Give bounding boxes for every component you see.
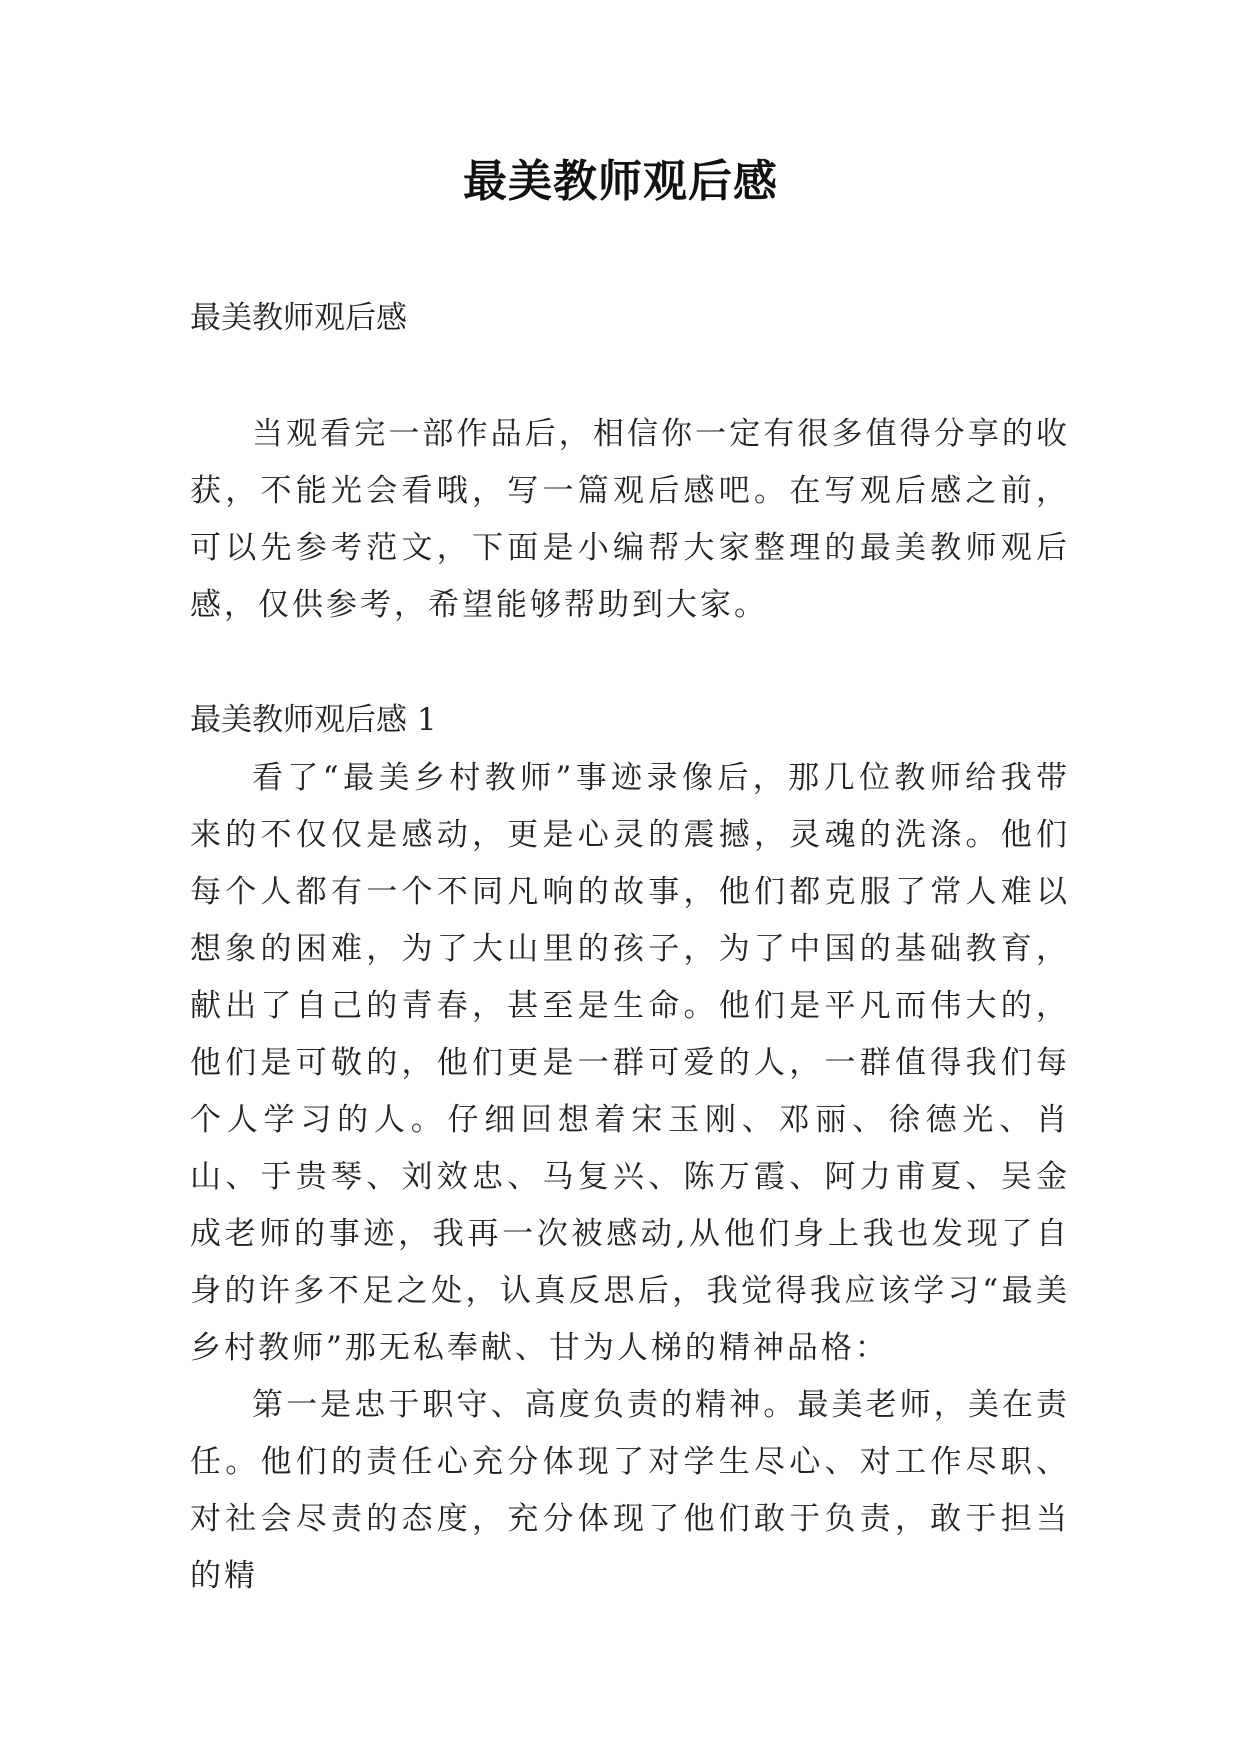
intro-paragraph: 当观看完一部作品后，相信你一定有很多值得分享的收获，不能光会看哦，写一篇观后感吧。在写观后感之前，可以先参考范文，下面是小编帮大家整理的最美教师观后感，仅供参考，希望能够帮助到大家。 bbox=[190, 416, 1070, 623]
body-paragraph: 看了“最美乡村教师”事迹录像后，那几位教师给我带来的不仅仅是感动，更是心灵的震撼，灵魂的洗涤。他们每个人都有一个不同凡响的故事，他们都克服了常人难以想象的困难，为了大山里的孩子，为了中国的基础教育，献出了自己的青春，甚至是生命。他们是平凡而伟大的，他们是可敬的，他们更是一群可爱的人，一群值得我们每个人学习的人。仔细回想着宋玉刚、邓丽、徐德光、肖山、于贵琴、刘效忠、马复兴、陈万霞、阿力甫夏、吴金成老师的事迹，我再一次被感动,从他们身上我也发现了自身的许多不足之处，认真反思后，我觉得我应该学习“最美乡村教师”那无私奉献、甘为人梯的精神品格： bbox=[190, 760, 1070, 1366]
body-paragraph: 第一是忠于职守、高度负责的精神。最美老师，美在责任。他们的责任心充分体现了对学生尽心、对工作尽职、对社会尽责的态度，充分体现了他们敢于负责，敢于担当的精 bbox=[190, 1387, 1070, 1594]
document-subtitle: 最美教师观后感 bbox=[190, 300, 407, 336]
section-heading: 最美教师观后感 1 bbox=[190, 702, 437, 738]
document-title: 最美教师观后感 bbox=[463, 156, 778, 207]
section-body bbox=[190, 750, 1070, 1605]
intro-block bbox=[190, 406, 1070, 634]
